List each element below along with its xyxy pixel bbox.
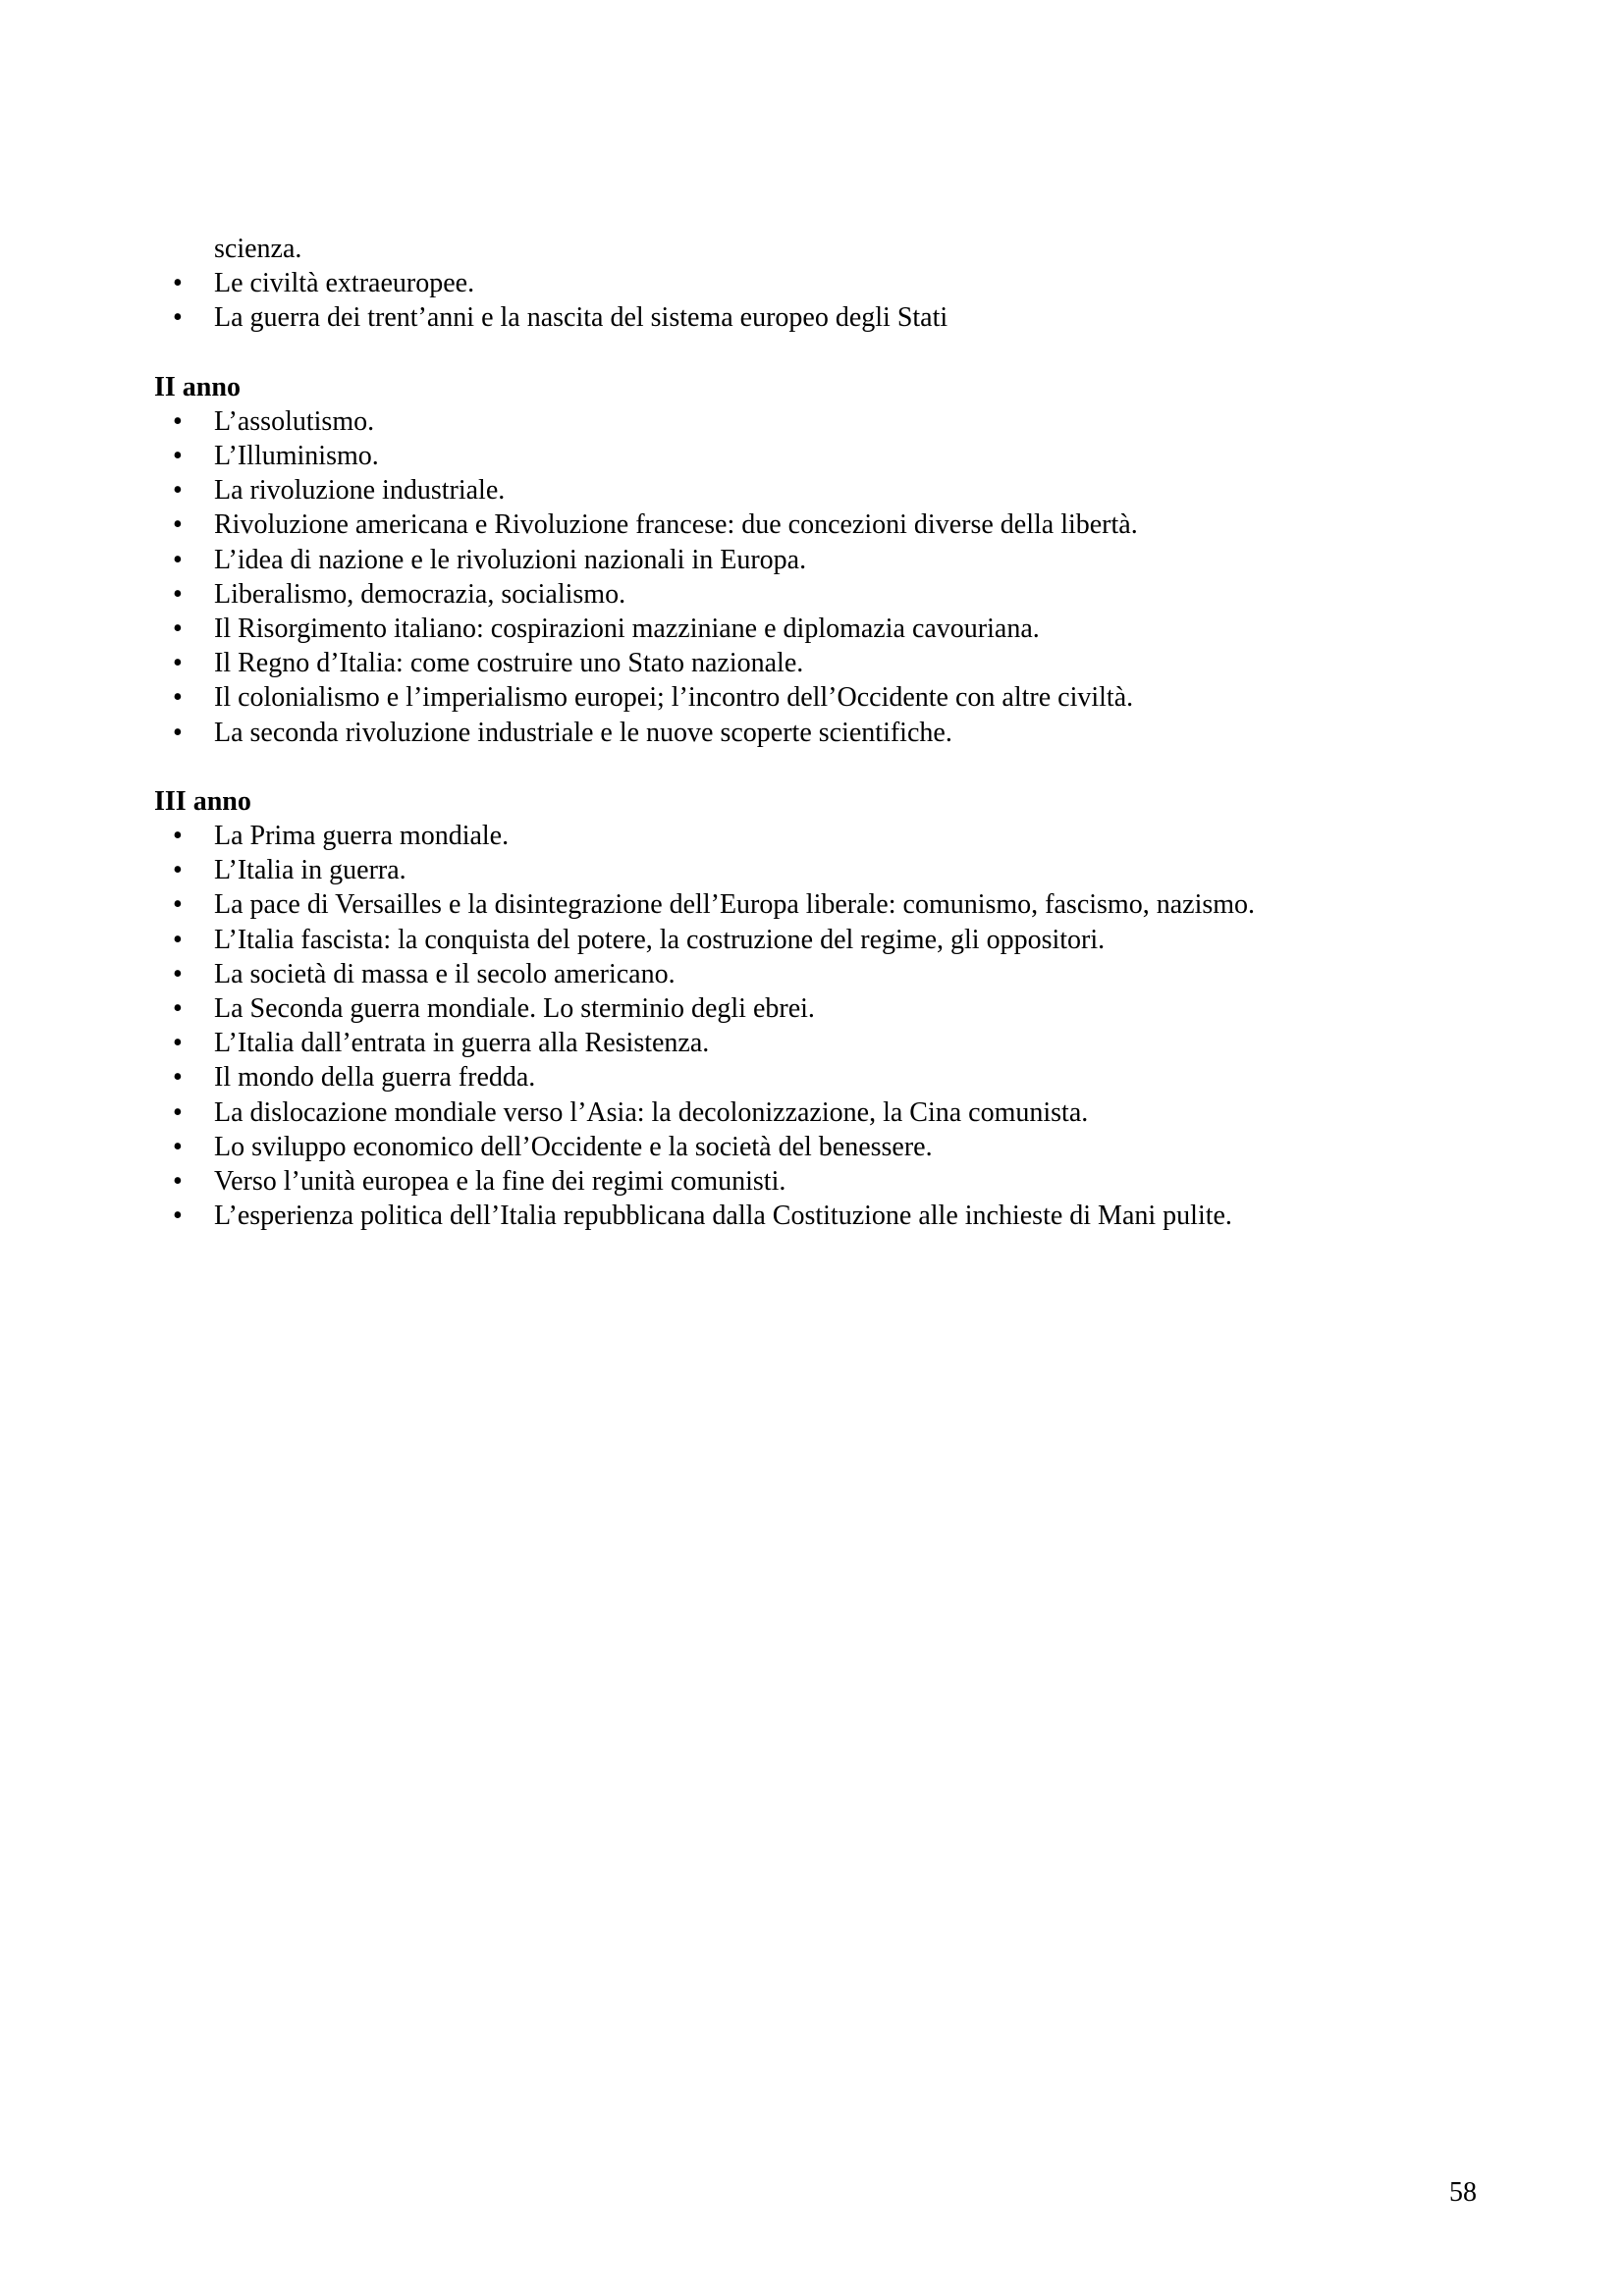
bullet-icon: •	[173, 821, 183, 852]
bullet-icon: •	[173, 855, 183, 886]
list-item-text: La seconda rivoluzione industriale e le nuove scoperte scientifiche.	[214, 717, 952, 748]
list-item	[154, 991, 1489, 1026]
bullet-icon: •	[173, 682, 183, 714]
list-item	[154, 819, 1489, 853]
bullet-icon: •	[173, 405, 183, 437]
list-item	[154, 1026, 1489, 1060]
list-item-text: L’assolutismo.	[214, 405, 375, 437]
list-item-text: L’Italia in guerra.	[214, 855, 406, 886]
list-item	[154, 577, 1489, 612]
list-item-text: L’idea di nazione e le rivoluzioni nazionali in Europa.	[214, 544, 807, 575]
list-item-text: La pace di Versailles e la disintegrazione dell’Europa liberale: comunismo, fascismo, nazismo.	[214, 889, 1256, 921]
bullet-icon: •	[173, 889, 183, 921]
list-item	[154, 887, 1489, 922]
list-item	[154, 1095, 1489, 1130]
bullet-icon: •	[173, 924, 183, 955]
list-item	[154, 404, 1489, 439]
list-item-text: Il Regno d’Italia: come costruire uno Stato nazionale.	[214, 648, 804, 679]
list-item-text: L’esperienza politica dell’Italia repubblicana dalla Costituzione alle inchieste di Mani pulite.	[214, 1201, 1232, 1232]
bullet-icon: •	[173, 993, 183, 1025]
bullet-icon: •	[173, 717, 183, 748]
bullet-icon: •	[173, 475, 183, 507]
list-item-text: L’Italia fascista: la conquista del potere, la costruzione del regime, gli oppositori.	[214, 924, 1106, 955]
fragment-list	[154, 266, 1489, 335]
bullet-icon: •	[173, 509, 183, 541]
list-item	[154, 507, 1489, 542]
list-item	[154, 957, 1489, 991]
list-item-text: Il Risorgimento italiano: cospirazioni mazziniane e diplomazia cavouriana.	[214, 614, 1040, 645]
list-item	[154, 612, 1489, 646]
page-number: 58	[1449, 2177, 1477, 2208]
list-item-text: La guerra dei trent’anni e la nascita del sistema europeo degli Stati	[214, 302, 948, 334]
list-item-text: Lo sviluppo economico dell’Occidente e la società del benessere.	[214, 1131, 933, 1162]
list-item-text: La Prima guerra mondiale.	[214, 821, 510, 852]
bullet-icon: •	[173, 1201, 183, 1232]
bullet-icon: •	[173, 268, 183, 299]
bullet-icon: •	[173, 1096, 183, 1128]
list-item	[154, 473, 1489, 507]
section-heading-ii-anno: II anno	[154, 371, 241, 402]
syllabus-text	[154, 232, 1489, 1233]
list-item	[154, 680, 1489, 715]
list-item-text: Il mondo della guerra fredda.	[214, 1062, 536, 1094]
list-item-text: La Seconda guerra mondiale. Lo sterminio degli ebrei.	[214, 993, 815, 1025]
list-item	[154, 646, 1489, 680]
list-item	[154, 923, 1489, 957]
bullet-icon: •	[173, 648, 183, 679]
section-list-iii-anno	[154, 819, 1489, 1233]
list-item-text: Verso l’unità europea e la fine dei regimi comunisti.	[214, 1166, 786, 1198]
bullet-icon: •	[173, 578, 183, 610]
list-item	[154, 439, 1489, 473]
list-item	[154, 300, 1489, 335]
bullet-icon: •	[173, 1131, 183, 1162]
continuation-line: scienza.	[214, 234, 302, 264]
list-item-text: La società di massa e il secolo americano.	[214, 958, 676, 989]
bullet-icon: •	[173, 614, 183, 645]
list-item-text: La rivoluzione industriale.	[214, 475, 506, 507]
bullet-icon: •	[173, 441, 183, 472]
list-item	[154, 1164, 1489, 1199]
bullet-icon: •	[173, 302, 183, 334]
list-item-text: L’Illuminismo.	[214, 441, 379, 472]
list-item-text: Rivoluzione americana e Rivoluzione francese: due concezioni diverse della libertà.	[214, 509, 1138, 541]
bullet-icon: •	[173, 1062, 183, 1094]
section-heading-iii-anno: III anno	[154, 785, 251, 817]
bullet-icon: •	[173, 1028, 183, 1059]
list-item-text: Il colonialismo e l’imperialismo europei; l’incontro dell’Occidente con altre civiltà.	[214, 682, 1134, 714]
list-item-text: L’Italia dall’entrata in guerra alla Resistenza.	[214, 1028, 710, 1059]
bullet-icon: •	[173, 958, 183, 989]
section-list-ii-anno	[154, 404, 1489, 750]
list-item	[154, 853, 1489, 887]
bullet-icon: •	[173, 544, 183, 575]
bullet-icon: •	[173, 1166, 183, 1198]
list-item	[154, 1060, 1489, 1095]
list-item-text: Le civiltà extraeuropee.	[214, 268, 475, 299]
list-item-text: La dislocazione mondiale verso l’Asia: la decolonizzazione, la Cina comunista.	[214, 1096, 1089, 1128]
list-item	[154, 1199, 1489, 1233]
list-item	[154, 1130, 1489, 1164]
list-item-text: Liberalismo, democrazia, socialismo.	[214, 578, 626, 610]
list-item	[154, 543, 1489, 577]
list-item	[154, 266, 1489, 300]
list-item	[154, 716, 1489, 750]
